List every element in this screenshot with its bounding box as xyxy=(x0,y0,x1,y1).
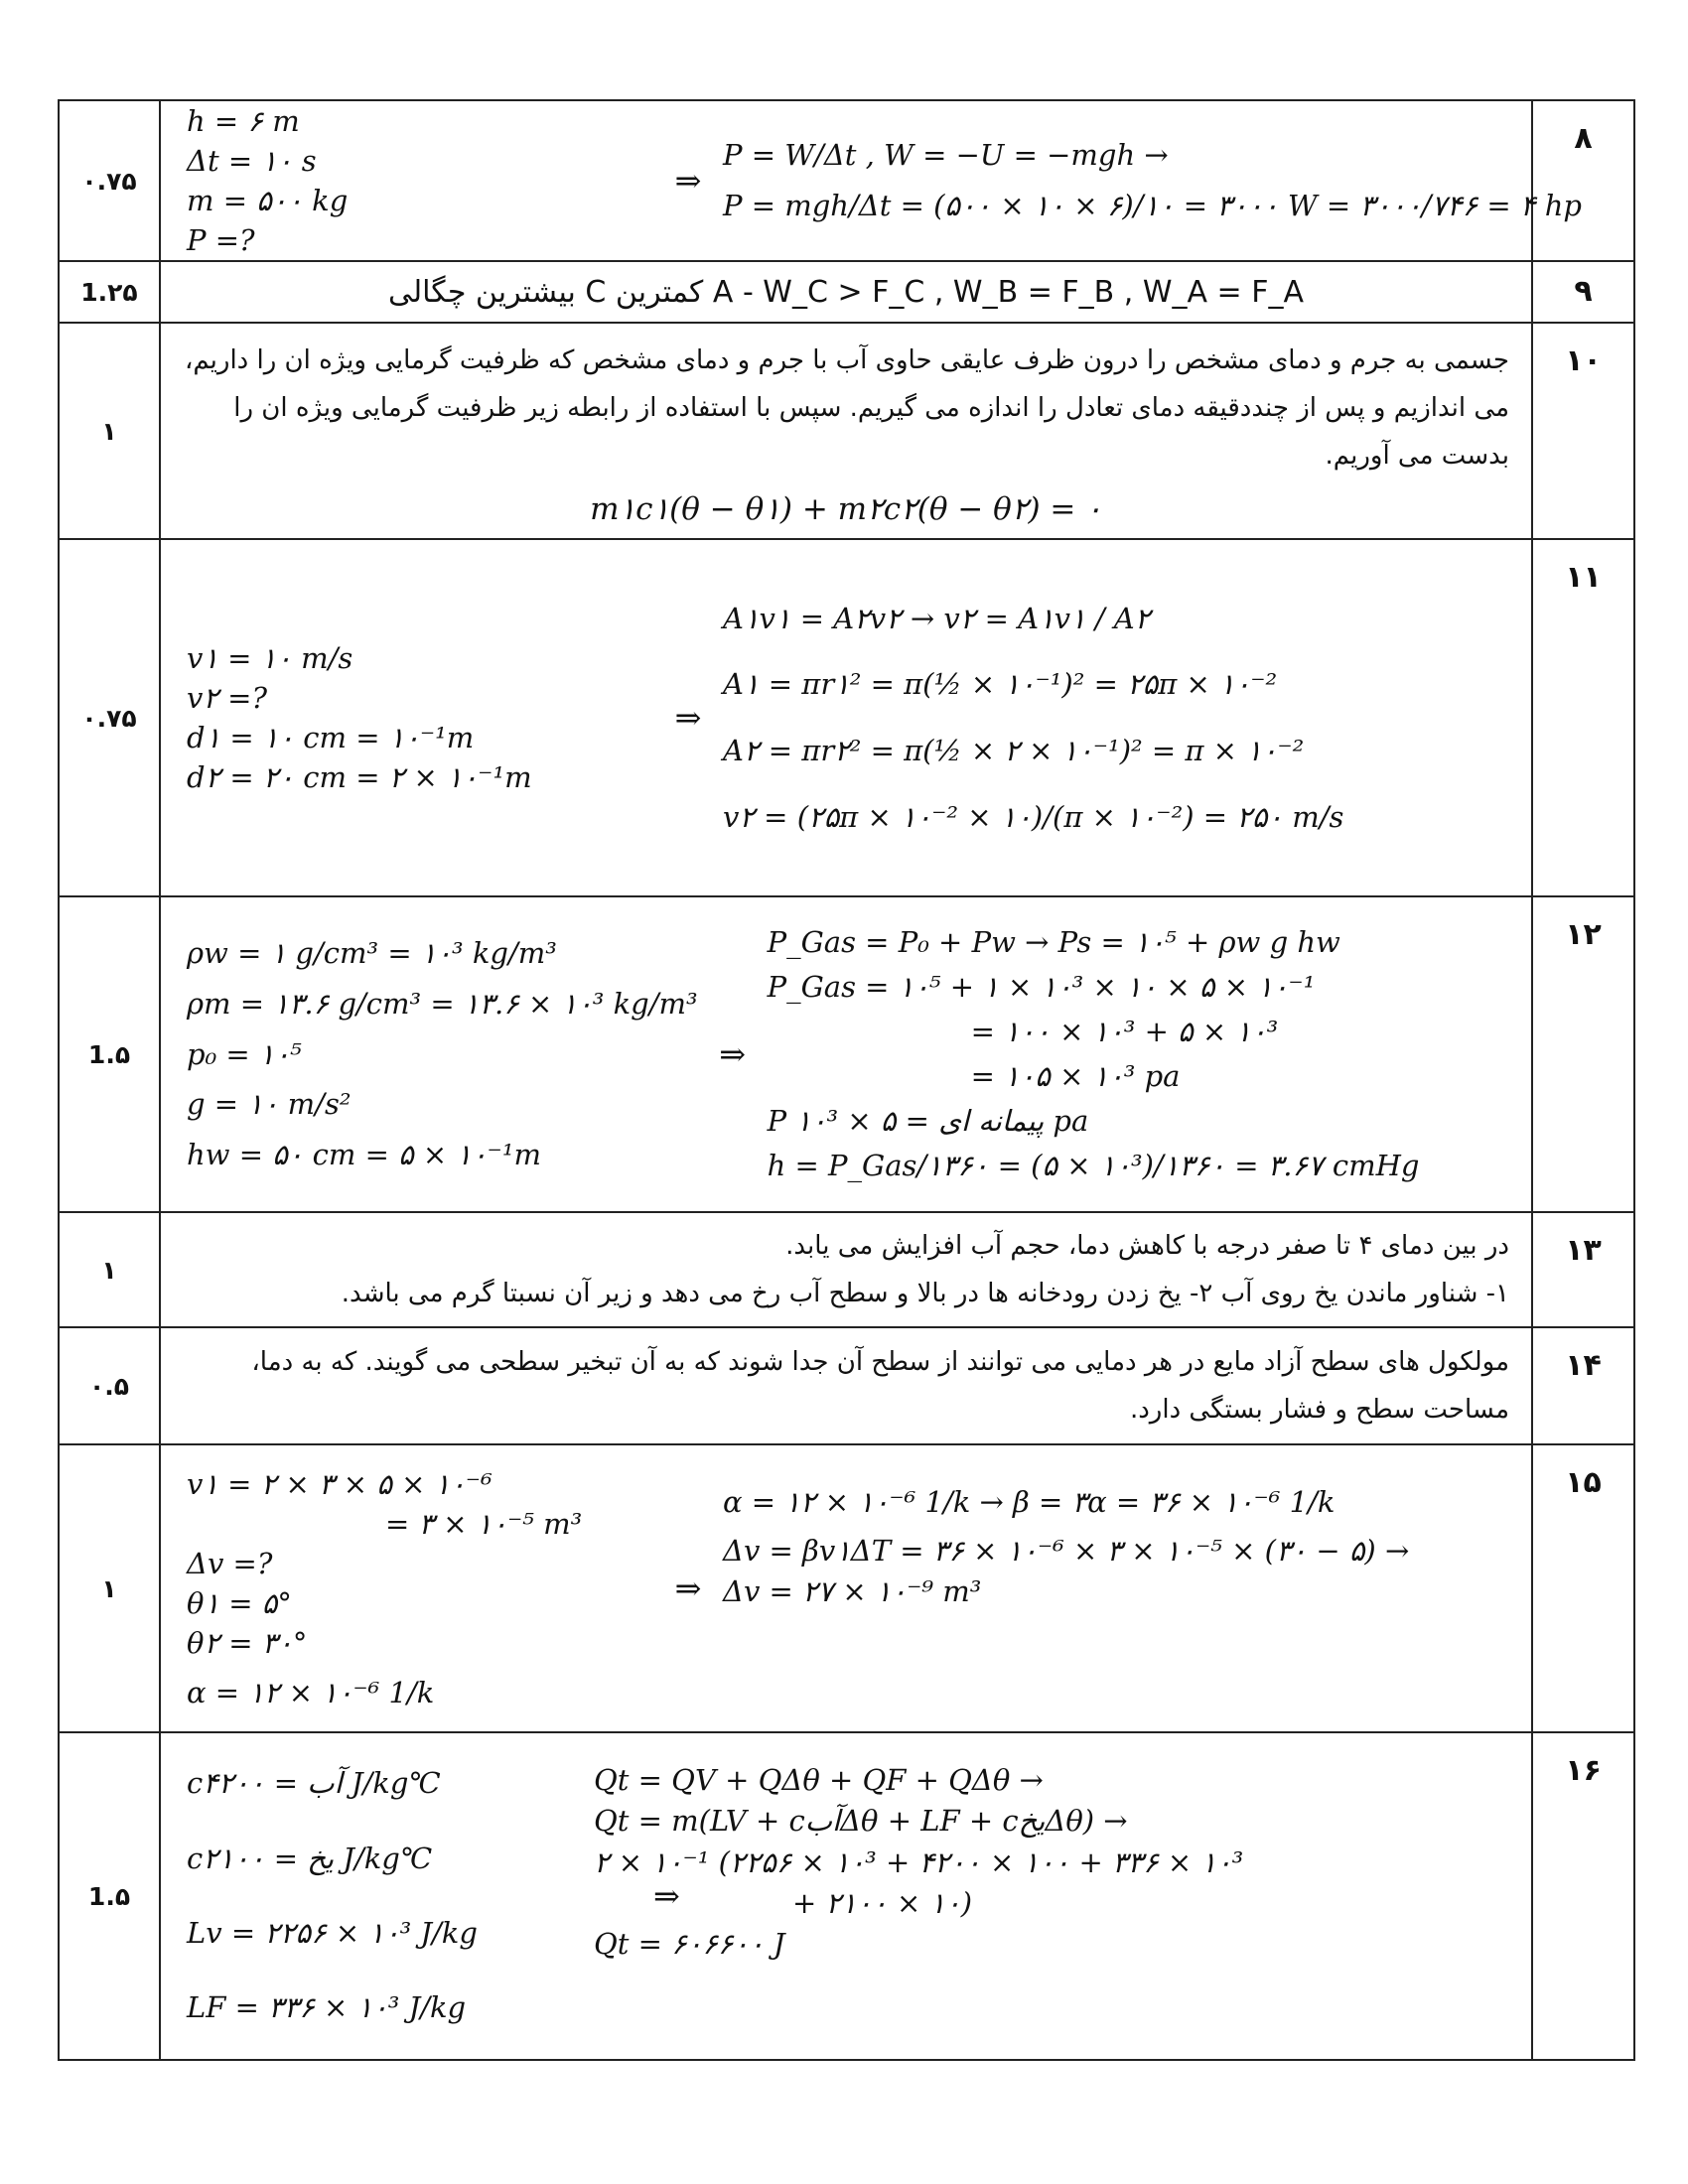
score-cell: ۱ xyxy=(59,1212,160,1327)
question-number: ۱۴ xyxy=(1532,1327,1634,1444)
score-cell: 1.۵ xyxy=(59,1732,160,2060)
solution-line: ۲ × ۱۰⁻¹ (۲۲۵۶ × ۱۰³ + ۴۲۰۰ × ۱۰۰ + ۳۳۶ × ۱۰³ xyxy=(594,1844,1244,1879)
given-line: θ۱ = ۵° xyxy=(187,1586,292,1621)
solution-steps xyxy=(768,920,1531,1188)
score-cell: 1.۵ xyxy=(59,896,160,1212)
solution-steps xyxy=(723,135,1602,226)
solution-line: A۱v۱ = A۲v۲ → v۲ = A۱v۱ / A۲ xyxy=(723,601,1151,635)
score-cell: ۰.۵ xyxy=(59,1327,160,1444)
solution-line: Qt = QV + QΔθ + QF + QΔθ → xyxy=(594,1763,1044,1798)
solution-line: Qt = ۶۰۶۶۰۰ J xyxy=(594,1926,785,1961)
given-line: h = ۶ m xyxy=(187,104,300,138)
solution-line: Δv = ۲۷ × ۱۰⁻⁹ m³ xyxy=(723,1574,982,1609)
given-values xyxy=(161,928,698,1180)
question-row-11 xyxy=(59,539,1634,896)
answer-table xyxy=(58,99,1635,2061)
answer-text: جسمی به جرم و دمای مشخص را درون ظرف عایقی حاوی آب با جرم و دمای مشخص که ظرفیت گرمایی ویژه ان را داریم، می اندازیم و پس از چنددقیقه دمای تعادل را اندازه می گیریم. سپس با استفاده از رابطه زیر ظرفیت گرمایی ویژه ان را بدست می آوریم. xyxy=(184,344,1509,472)
score-cell: ۱ xyxy=(59,323,160,539)
solution-line: A۱ = πr۱² = π(½ × ۱۰⁻¹)² = ۲۵π × ۱۰⁻² xyxy=(723,667,1278,702)
score-cell: ۰.۷۵ xyxy=(59,100,160,261)
implies-arrow: ⇒ xyxy=(674,162,702,201)
answer-cell xyxy=(160,100,1582,261)
given-line: m = ۵۰۰ kg xyxy=(187,184,349,218)
question-row-12 xyxy=(59,896,1634,1212)
given-line: d۲ = ۲۰ cm = ۲ × ۱۰⁻¹m xyxy=(187,760,532,795)
question-row-10 xyxy=(59,323,1634,539)
given-values xyxy=(161,101,653,260)
given-line: cآب = ۴۲۰۰ J/kg℃ xyxy=(187,1766,441,1801)
answer-cell xyxy=(160,323,1532,539)
question-number: ۱۰ xyxy=(1532,323,1634,539)
implies-arrow: ⇒ xyxy=(674,1570,702,1608)
answer-cell xyxy=(160,896,1532,1212)
answer-cell xyxy=(160,1212,1532,1327)
answer-text: بیشترین چگالی C کمترین A - W_C > F_C , W_B = F_B , W_A = F_A xyxy=(160,261,1532,323)
answer-cell xyxy=(160,1444,1532,1732)
score-cell: ۰.۷۵ xyxy=(59,539,160,896)
question-number: ۹ xyxy=(1532,261,1634,323)
given-line: v۱ = ۱۰ m/s xyxy=(187,641,353,676)
given-line: d۱ = ۱۰ cm = ۱۰⁻¹m xyxy=(187,721,475,755)
answer-cell xyxy=(160,539,1532,896)
question-number: ۱۵ xyxy=(1532,1444,1634,1732)
given-line: P =? xyxy=(187,223,255,258)
question-number: ۸ xyxy=(1532,100,1634,261)
solution-steps xyxy=(594,1746,1531,1965)
given-values xyxy=(161,1746,653,2046)
solution-line: P = W/Δt , W = −U = −mgh → xyxy=(723,137,1169,172)
solution-line: P پیمانه ای = ۵ × ۱۰³ pa xyxy=(767,1104,1089,1138)
given-line: hw = ۵۰ cm = ۵ × ۱۰⁻¹m xyxy=(187,1138,541,1172)
solution-line: Δv = βv۱ΔT = ۳۶ × ۱۰⁻⁶ × ۳ × ۱۰⁻⁵ × (۳۰ − ۵) → xyxy=(723,1534,1410,1569)
given-line: α = ۱۲ × ۱۰⁻⁶ 1/k xyxy=(187,1676,435,1710)
answer-cell xyxy=(160,1327,1532,1444)
question-row-16 xyxy=(59,1732,1634,2060)
given-line: ρw = ۱ g/cm³ = ۱۰³ kg/m³ xyxy=(187,936,557,971)
answer-text: مولکول های سطح آزاد مایع در هر دمایی می توانند از سطح آن جدا شوند که به آن تبخیر سطحی می گویند. که به دما، مساحت سطح و فشار بستگی دارد. xyxy=(251,1346,1509,1426)
question-row-8 xyxy=(59,100,1634,261)
given-values xyxy=(161,638,653,797)
given-line: v۱ = ۲ × ۳ × ۵ × ۱۰⁻⁶ xyxy=(187,1467,492,1502)
given-line: p₀ = ۱۰⁵ xyxy=(187,1036,302,1071)
given-line: = ۳ × ۱۰⁻⁵ m³ xyxy=(385,1507,583,1542)
question-number: ۱۳ xyxy=(1532,1212,1634,1327)
solution-line: h = P_Gas/۱۳۶۰ = (۵ × ۱۰³)/۱۳۶۰ = ۳.۶۷ cmHg xyxy=(767,1148,1420,1182)
given-line: Lv = ۲۲۵۶ × ۱۰³ J/kg xyxy=(187,1916,478,1951)
implies-arrow: ⇒ xyxy=(674,699,702,738)
answer-cell: cآب = ۴۲۰۰ J/kg℃ cیخ = ۲۱۰۰ J/kg℃ Lv = ۲۲۵۶ × ۱۰³ J/kg LF = ۳۳۶ × ۱۰³ J/kg ⇒ Qt = QV + QΔθ + QF + QΔθ → Qt = m(LV + cآبΔθ + LF + cیخΔθ) → ۲ × ۱۰⁻¹ (۲۲۵۶ × ۱۰³ + ۴۲۰۰ × ۱۰۰ + ۳۳۶ × ۱۰³ + ۲۱۰۰ × ۱۰) Qt = ۶۰۶۶۰۰ J xyxy=(160,1732,1532,2060)
solution-line: α = ۱۲ × ۱۰⁻⁶ 1/k → β = ۳α = ۳۶ × ۱۰⁻⁶ 1/k xyxy=(723,1485,1336,1520)
score-cell: ۱ xyxy=(59,1444,160,1732)
question-number: ۱۲ xyxy=(1532,896,1634,1212)
given-values xyxy=(161,1464,653,1712)
score-cell: 1.۲۵ xyxy=(59,261,160,323)
given-line: Δv =? xyxy=(187,1547,273,1581)
question-row-15 xyxy=(59,1444,1634,1732)
implies-arrow: ⇒ xyxy=(719,1035,747,1074)
solution-line: Qt = m(LV + cآبΔθ + LF + cیخΔθ) → xyxy=(594,1804,1128,1839)
solution-steps xyxy=(723,586,1531,851)
solution-line: P = mgh/Δt = (۵۰۰ × ۱۰ × ۶)/۱۰ = ۳۰۰۰ W = ۳۰۰۰/۷۴۶ = ۴ hp xyxy=(723,189,1582,223)
solution-line: = ۱۰۵ × ۱۰³ pa xyxy=(970,1059,1181,1094)
question-row-9 xyxy=(59,261,1634,323)
answer-line: ۱- شناور ماندن یخ روی آب ۲- یخ زدن رودخانه ها در بالا و سطح آب رخ می دهد و زیر آن نسبتا گرم می باشد. xyxy=(341,1279,1509,1309)
given-line: LF = ۳۳۶ × ۱۰³ J/kg xyxy=(187,1990,467,2025)
solution-line: A۲ = πr۲² = π(½ × ۲ × ۱۰⁻¹)² = π × ۱۰⁻² xyxy=(723,734,1305,768)
question-row-14 xyxy=(59,1327,1634,1444)
given-line: θ۲ = ۳۰° xyxy=(187,1626,308,1661)
solution-steps xyxy=(723,1464,1531,1613)
question-number: ۱۱ xyxy=(1532,539,1634,896)
given-line: Δt = ۱۰ s xyxy=(187,144,317,179)
solution-line: P_Gas = P₀ + Pw → Ps = ۱۰⁵ + ρw g hw xyxy=(767,925,1340,960)
given-line: v۲ =? xyxy=(187,681,268,716)
answer-key-sheet xyxy=(58,99,1633,2055)
question-number: ۱۶ xyxy=(1532,1732,1634,2060)
given-line: g = ۱۰ m/s² xyxy=(187,1087,352,1122)
solution-line: v۲ = (۲۵π × ۱۰⁻² × ۱۰)/(π × ۱۰⁻²) = ۲۵۰ m/s xyxy=(723,799,1344,834)
question-row-13 xyxy=(59,1212,1634,1327)
solution-line: P_Gas = ۱۰⁵ + ۱ × ۱۰³ × ۱۰ × ۵ × ۱۰⁻¹ xyxy=(767,970,1316,1005)
given-line: cیخ = ۲۱۰۰ J/kg℃ xyxy=(187,1841,433,1875)
given-line: ρm = ۱۳.۶ g/cm³ = ۱۳.۶ × ۱۰³ kg/m³ xyxy=(187,986,698,1021)
equation: m۱c۱(θ − θ۱) + m۲c۲(θ − θ۲) = ۰ xyxy=(590,491,1102,528)
solution-line: = ۱۰۰ × ۱۰³ + ۵ × ۱۰³ xyxy=(970,1015,1279,1049)
answer-line: در بین دمای ۴ تا صفر درجه با کاهش دما، حجم آب افزایش می یابد. xyxy=(785,1230,1509,1261)
solution-line: + ۲۱۰۰ × ۱۰) xyxy=(792,1885,973,1920)
